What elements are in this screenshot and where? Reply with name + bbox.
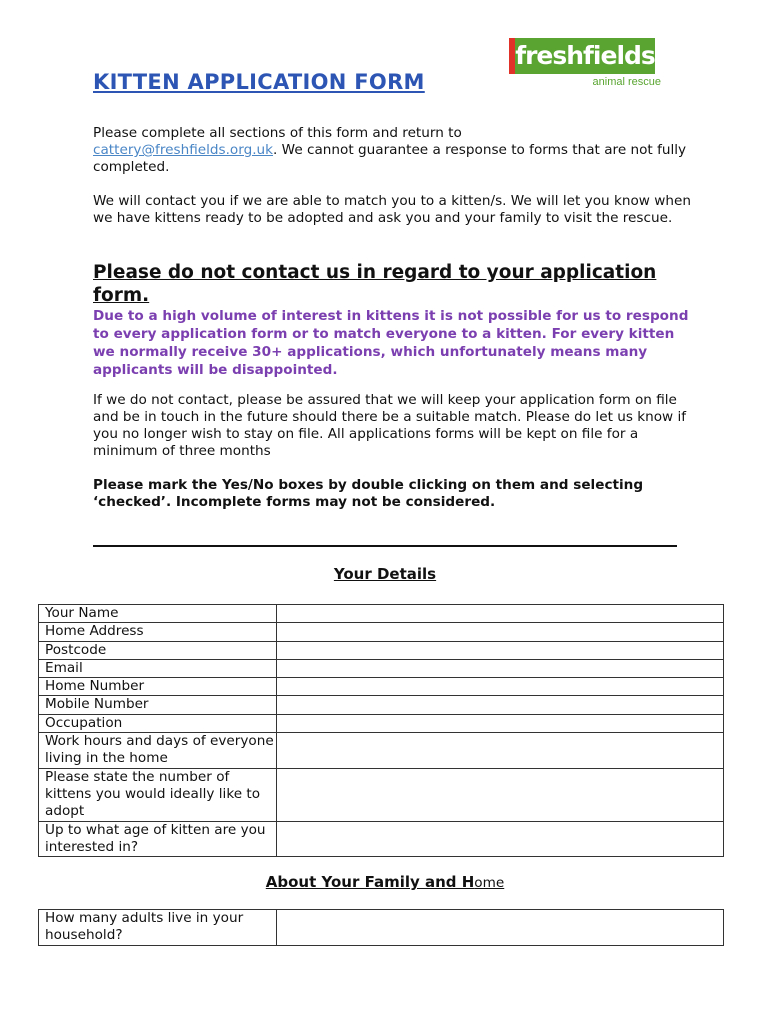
form-row-label: Your Name (39, 605, 277, 623)
intro-text-after: . We cannot guarantee a response to forms that are not fully completed. (93, 142, 687, 175)
logo-subtitle: animal rescue (592, 76, 661, 88)
contact-email-link[interactable]: cattery@freshfields.org.uk (93, 142, 274, 158)
form-row-label: Mobile Number (39, 696, 277, 714)
form-row-label: Up to what age of kitten are you interested in? (39, 821, 277, 857)
form-row-answer-field[interactable] (277, 623, 724, 641)
form-row (39, 696, 724, 714)
logo-wordmark: freshfields (515, 38, 655, 74)
form-row (39, 605, 724, 623)
section-divider (93, 545, 677, 547)
form-row-answer-field[interactable] (277, 714, 724, 732)
page-title: KITTEN APPLICATION FORM (93, 70, 425, 94)
form-row (39, 623, 724, 641)
form-row-answer-field[interactable] (277, 821, 724, 857)
form-row-answer-field[interactable] (277, 659, 724, 677)
form-row-answer-field[interactable] (277, 910, 724, 946)
form-row (39, 714, 724, 732)
form-row-label: How many adults live in your household? (39, 910, 277, 946)
form-row (39, 733, 724, 769)
form-row-label: Email (39, 659, 277, 677)
your-details-heading: Your Details (333, 565, 437, 583)
freshfields-logo (509, 38, 661, 88)
family-home-heading (0, 873, 770, 891)
your-details-table (38, 604, 724, 857)
form-row (39, 678, 724, 696)
form-row-answer-field[interactable] (277, 733, 724, 769)
form-row (39, 641, 724, 659)
form-row (39, 821, 724, 857)
intro-paragraph (93, 125, 693, 176)
form-row-answer-field[interactable] (277, 605, 724, 623)
form-row-answer-field[interactable] (277, 768, 724, 821)
family-home-heading-rest: ome (474, 875, 505, 891)
on-file-note: If we do not contact, please be assured that we will keep your application form on file and be in touch in the future should there be a suitable match. Please do let us know if you no longer wish to stay on file. All applications forms will be kept on file for a minimum of three months (93, 392, 687, 459)
warning-body: Due to a high volume of interest in kittens it is not possible for us to respond to every application form or to match everyone to a kitten. For every kitten we normally receive 30+ applications, which unfortunately means many applicants will be disappointed. (93, 308, 689, 378)
form-row-answer-field[interactable] (277, 696, 724, 714)
form-row-label: Work hours and days of everyone living in the home (39, 733, 277, 769)
form-row-label: Occupation (39, 714, 277, 732)
form-row (39, 659, 724, 677)
form-row-label: Home Number (39, 678, 277, 696)
form-row-answer-field[interactable] (277, 641, 724, 659)
warning-heading: Please do not contact us in regard to your application form. (93, 262, 657, 306)
intro-text: Please complete all sections of this form and return to (93, 125, 462, 141)
form-row-label: Please state the number of kittens you would ideally like to adopt (39, 768, 277, 821)
family-home-heading-bold: About Your Family and H (265, 873, 475, 891)
checkbox-instruction: Please mark the Yes/No boxes by double clicking on them and selecting ‘checked’. Incomplete forms may not be considered. (93, 477, 644, 510)
form-row-answer-field[interactable] (277, 678, 724, 696)
form-row-label: Postcode (39, 641, 277, 659)
contact-note: We will contact you if we are able to match you to a kitten/s. We will let you know when we have kittens ready to be adopted and ask you and your family to visit the rescue. (93, 193, 691, 226)
form-row-label: Home Address (39, 623, 277, 641)
form-row (39, 768, 724, 821)
form-row (39, 910, 724, 946)
family-home-table (38, 909, 724, 946)
